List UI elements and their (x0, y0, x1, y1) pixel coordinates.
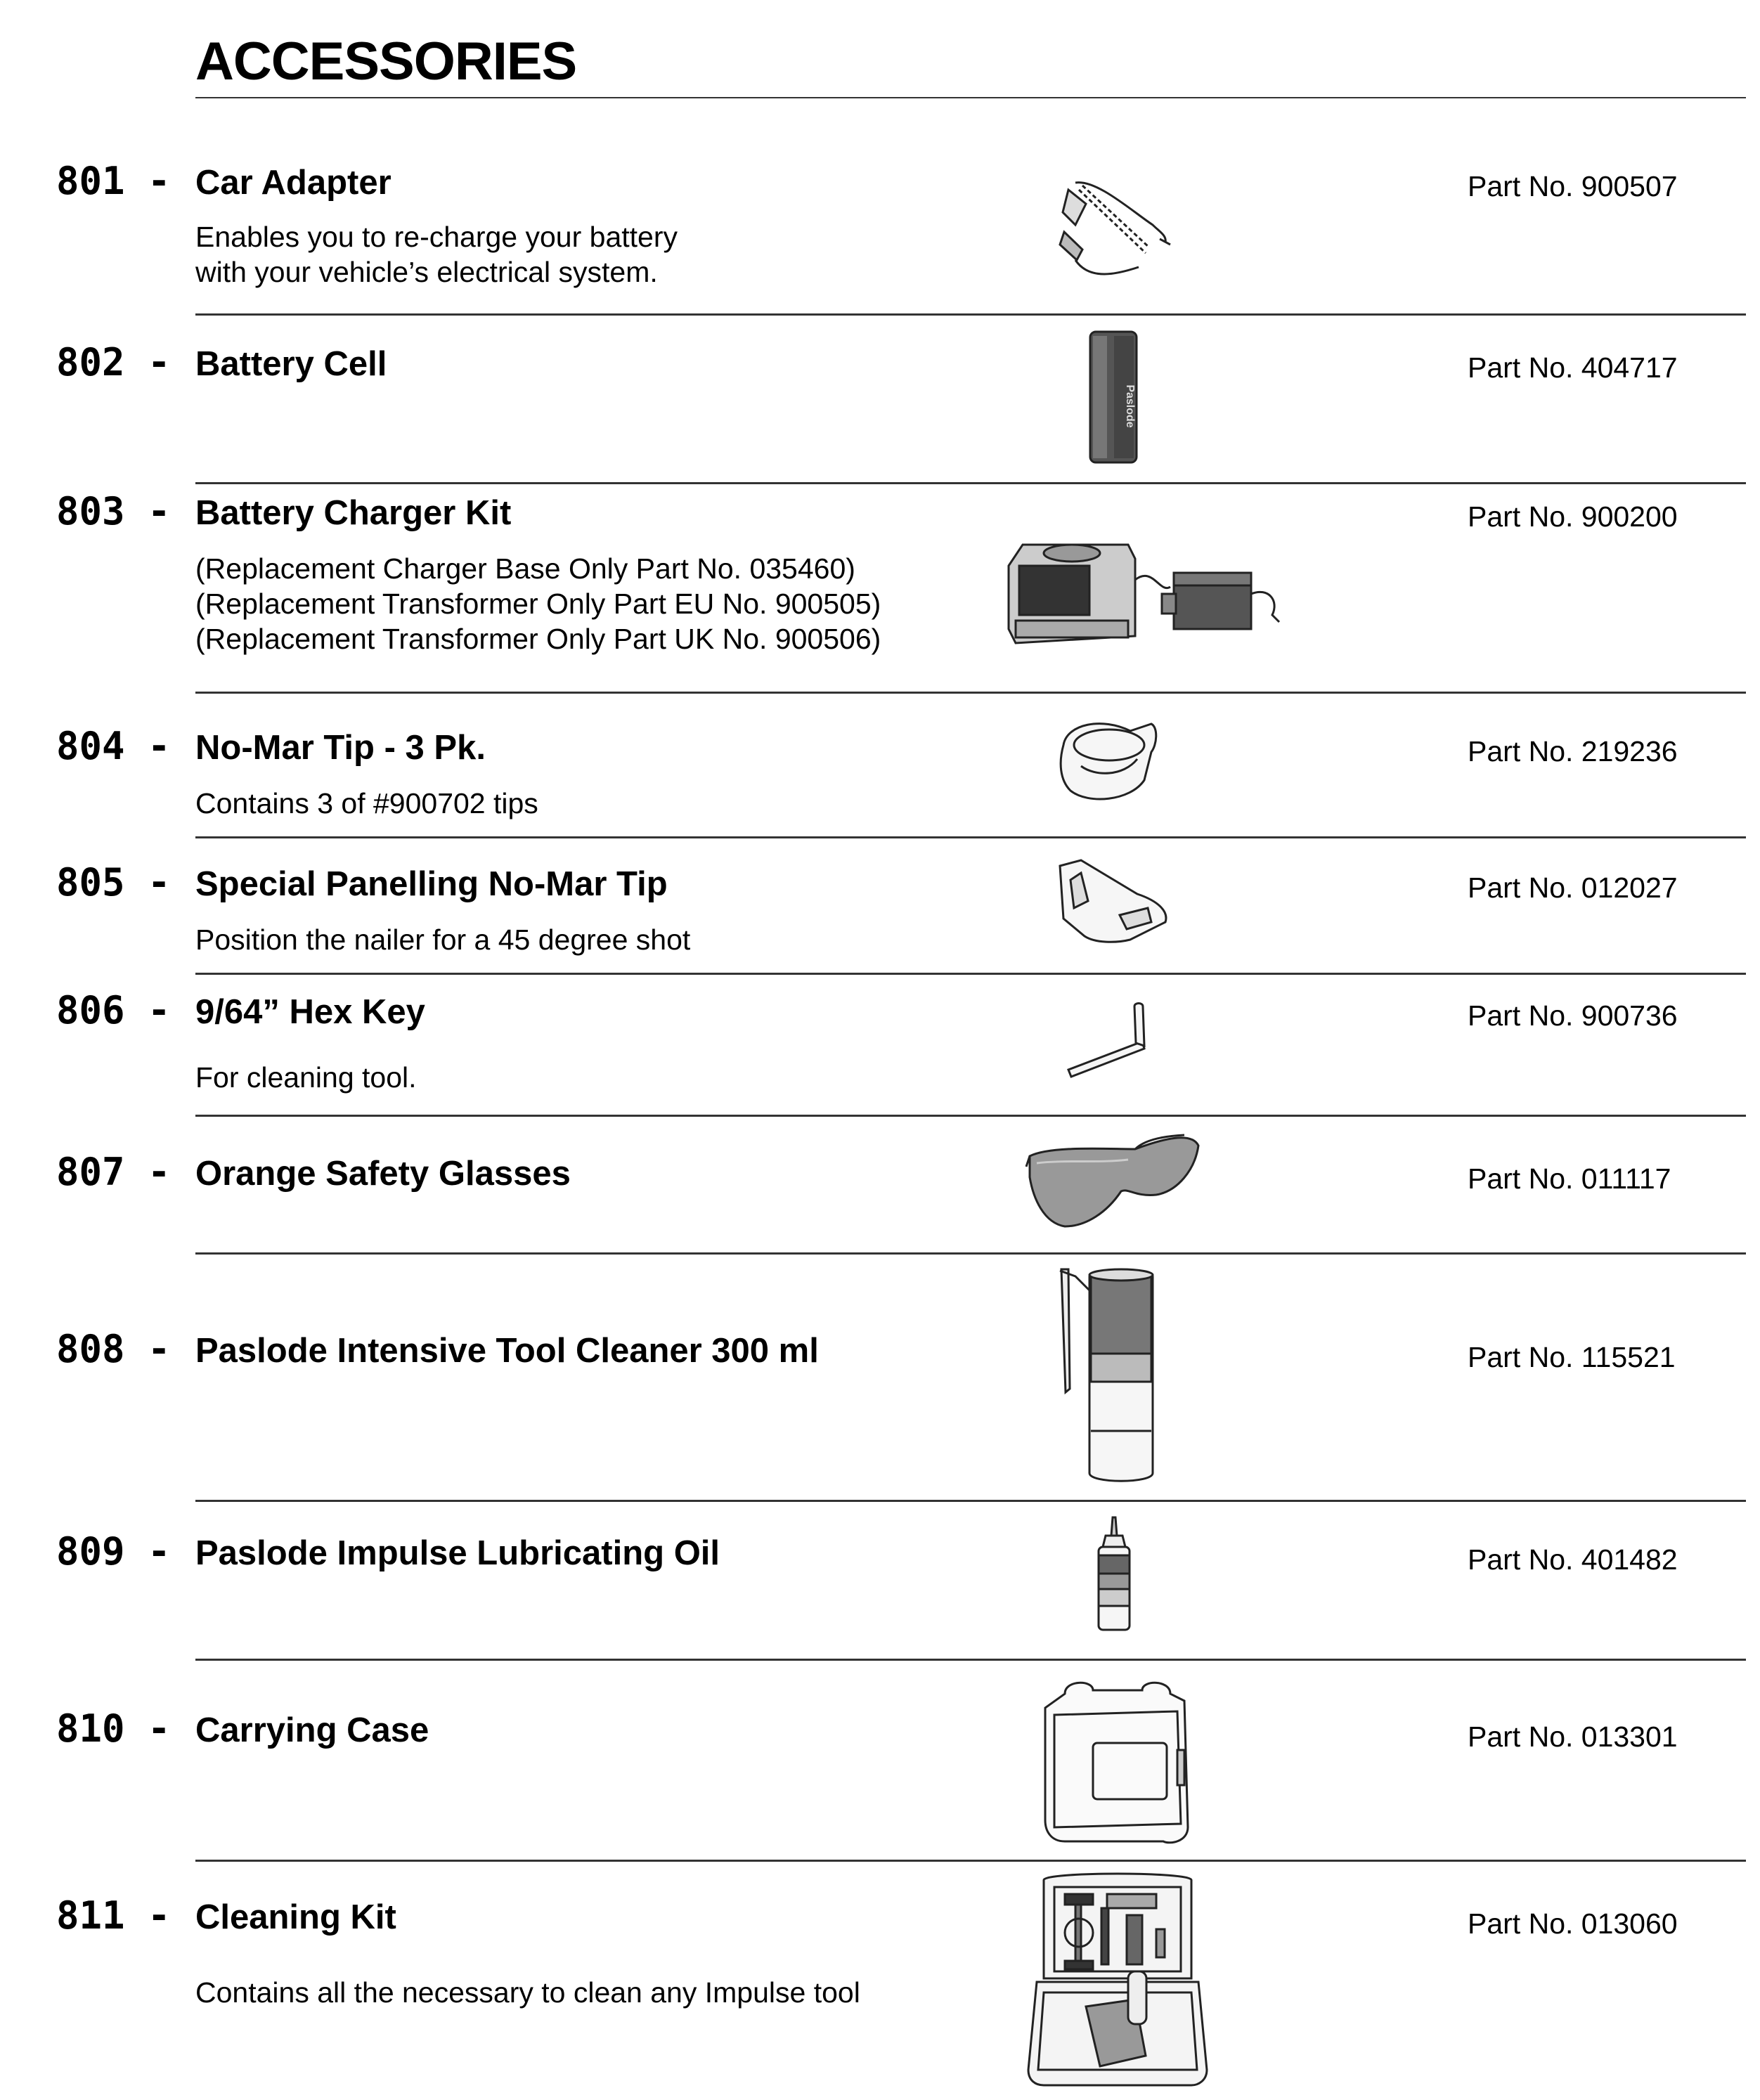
item-number: 801 - (56, 159, 171, 203)
item-description-line: (Replacement Transformer Only Part UK No. 900506) (195, 623, 881, 655)
item-number: 809 - (56, 1529, 171, 1574)
item-number: 810 - (56, 1706, 171, 1751)
row-divider (195, 973, 1746, 975)
part-number: Part No. 012027 (1468, 871, 1678, 904)
car-adapter-icon (1054, 169, 1174, 288)
item-number: 804 - (56, 724, 171, 768)
item-description (195, 219, 678, 290)
part-number: Part No. 404717 (1468, 351, 1678, 384)
battery-logo-text: Paslode (1124, 384, 1136, 428)
battery-charger-icon (1002, 517, 1283, 657)
item-description (195, 786, 538, 821)
item-description (195, 1975, 860, 2010)
no-mar-tip-icon (1053, 710, 1165, 808)
safety-glasses-icon (1023, 1128, 1205, 1240)
item-description-line: For cleaning tool. (195, 1061, 417, 1094)
item-description-line: Position the nailer for a 45 degree shot (195, 923, 691, 956)
item-description-line: with your vehicle’s electrical system. (195, 256, 658, 288)
title-divider (195, 97, 1746, 98)
row-divider (195, 836, 1746, 838)
tool-cleaner-can-icon (1047, 1262, 1174, 1487)
part-number: Part No. 011117 (1468, 1162, 1671, 1195)
item-number: 808 - (56, 1327, 171, 1371)
item-name: No-Mar Tip - 3 Pk. (195, 729, 486, 767)
part-number: Part No. 013301 (1468, 1720, 1678, 1753)
item-name: Paslode Intensive Tool Cleaner 300 ml (195, 1332, 819, 1370)
row-divider (195, 1252, 1746, 1255)
item-name: Cleaning Kit (195, 1898, 396, 1936)
oil-bottle-icon (1086, 1515, 1142, 1634)
item-description (195, 551, 881, 656)
part-number: Part No. 219236 (1468, 735, 1678, 767)
part-number: Part No. 900507 (1468, 170, 1678, 202)
row-divider (195, 1115, 1746, 1117)
item-name: Car Adapter (195, 164, 392, 202)
item-name: Carrying Case (195, 1711, 429, 1749)
part-number: Part No. 115521 (1468, 1341, 1676, 1373)
item-description (195, 922, 690, 957)
panelling-tip-icon (1053, 852, 1172, 950)
row-divider (195, 313, 1746, 316)
item-number: 811 - (56, 1893, 171, 1938)
item-description (195, 1060, 417, 1095)
carrying-case-icon (1037, 1673, 1198, 1848)
item-name: Battery Charger Kit (195, 494, 512, 532)
item-number: 807 - (56, 1150, 171, 1194)
row-divider (195, 1659, 1746, 1661)
item-number: 806 - (56, 988, 171, 1032)
battery-cell-icon (1086, 329, 1142, 466)
page-title: ACCESSORIES (195, 32, 577, 91)
row-divider (195, 1500, 1746, 1502)
item-name: Paslode Impulse Lubricating Oil (195, 1534, 720, 1572)
part-number: Part No. 401482 (1468, 1543, 1678, 1576)
item-number: 803 - (56, 489, 171, 533)
item-number: 802 - (56, 340, 171, 384)
row-divider (195, 1860, 1746, 1862)
item-description-line: Contains all the necessary to clean any Impulse tool (195, 1976, 860, 2009)
item-name: Special Panelling No-Mar Tip (195, 865, 668, 903)
item-description-line: (Replacement Transformer Only Part EU No. 900505) (195, 588, 881, 620)
part-number: Part No. 900736 (1468, 999, 1678, 1032)
hex-key-icon (1061, 998, 1167, 1082)
item-description-line: Contains 3 of #900702 tips (195, 787, 538, 819)
item-description-line: Enables you to re-charge your battery (195, 221, 678, 253)
item-description-line: (Replacement Charger Base Only Part No. 035460) (195, 552, 855, 585)
item-number: 805 - (56, 860, 171, 905)
row-divider (195, 482, 1746, 484)
cleaning-kit-icon (1023, 1866, 1212, 2091)
part-number: Part No. 900200 (1468, 500, 1678, 533)
row-divider (195, 692, 1746, 694)
item-name: 9/64” Hex Key (195, 993, 425, 1031)
item-name: Orange Safety Glasses (195, 1155, 571, 1193)
part-number: Part No. 013060 (1468, 1907, 1678, 1940)
item-name: Battery Cell (195, 345, 387, 383)
